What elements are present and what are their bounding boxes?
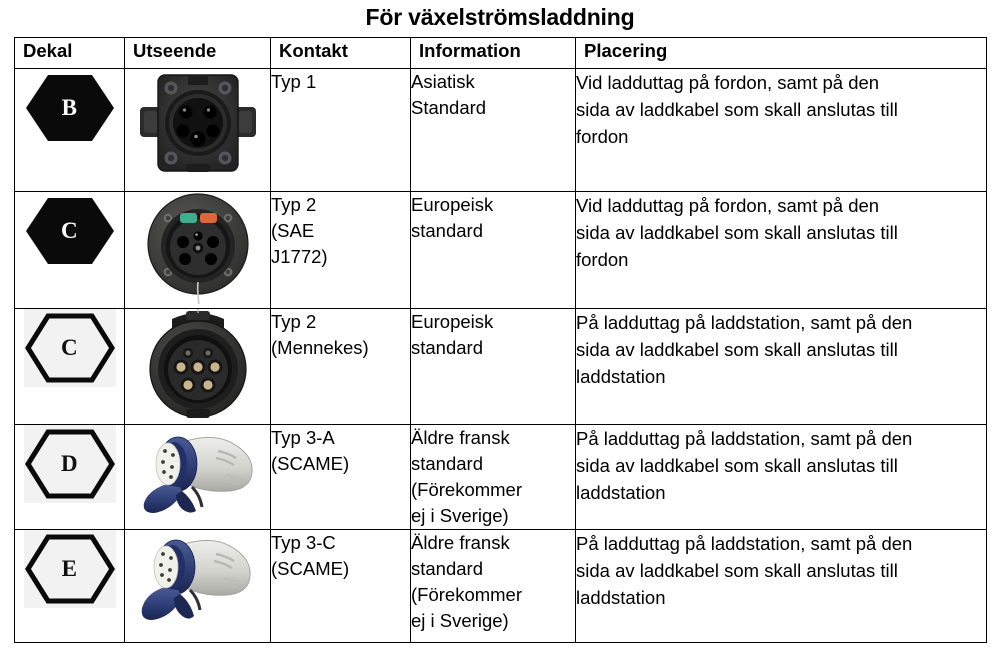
page-title: För växelströmsladdning: [365, 4, 635, 30]
placering-line: sida av laddkabel som skall anslutas till: [576, 455, 898, 476]
information-line: Europeisk: [411, 194, 494, 215]
information-line: Europeisk: [411, 311, 494, 332]
appearance-cell: [125, 192, 271, 309]
table-row: [15, 425, 987, 530]
placering-cell: [576, 69, 987, 192]
kontakt-line: (Mennekes): [271, 337, 369, 358]
decal-letter: E: [61, 556, 78, 581]
kontakt-line: (SCAME): [271, 558, 350, 579]
appearance-cell: [125, 530, 271, 643]
information-line: Äldre fransk: [411, 427, 510, 448]
kontakt-line: Typ 2: [271, 311, 317, 332]
type1-inlet-socket-icon: [138, 69, 258, 177]
table-row: [15, 192, 987, 309]
table-row: [15, 309, 987, 425]
kontakt-cell: [271, 309, 411, 425]
kontakt-cell: [271, 425, 411, 530]
information-line: standard: [411, 558, 483, 579]
information-line: Asiatisk: [411, 71, 475, 92]
decal-cell: [15, 530, 125, 643]
charging-standards-table: [14, 37, 987, 643]
column-header-kontakt: Kontakt: [271, 38, 411, 69]
information-line: Äldre fransk: [411, 532, 510, 553]
column-header-utseende: Utseende: [125, 38, 271, 69]
information-cell: [411, 69, 576, 192]
information-cell: [411, 192, 576, 309]
decal-letter: D: [60, 451, 79, 476]
placering-cell: [576, 425, 987, 530]
table-row: [15, 69, 987, 192]
kontakt-line: Typ 2: [271, 194, 317, 215]
decal-cell: [15, 425, 125, 530]
decal-cell: [15, 69, 125, 192]
placering-line: På ladduttag på laddstation, samt på den: [576, 428, 913, 449]
kontakt-line: J1772): [271, 246, 328, 267]
placering-line: Vid ladduttag på fordon, samt på den: [576, 72, 880, 93]
information-line: ej i Sverige): [411, 505, 509, 526]
placering-line: fordon: [576, 249, 629, 270]
scame-plug-icon: [134, 425, 262, 517]
information-line: Standard: [411, 97, 487, 118]
decal-cell: [15, 192, 125, 309]
placering-line: På ladduttag på laddstation, samt på den: [576, 312, 913, 333]
information-line: ej i Sverige): [411, 610, 509, 631]
placering-line: På ladduttag på laddstation, samt på den: [576, 533, 913, 554]
information-cell: [411, 530, 576, 643]
table-header-row: [15, 38, 987, 69]
decal-letter: B: [61, 95, 78, 120]
kontakt-line: Typ 3-C: [271, 532, 336, 553]
decal-hexagon-filled: [24, 192, 116, 270]
placering-cell: [576, 309, 987, 425]
kontakt-cell: [271, 530, 411, 643]
placering-cell: [576, 192, 987, 309]
kontakt-cell: [271, 69, 411, 192]
information-line: standard: [411, 337, 483, 358]
table-row: [15, 530, 987, 643]
kontakt-cell: [271, 192, 411, 309]
decal-cell: [15, 309, 125, 425]
placering-line: sida av laddkabel som skall anslutas till: [576, 339, 898, 360]
decal-letter: C: [60, 335, 79, 360]
kontakt-line: (SAE: [271, 220, 315, 241]
information-line: (Förekommer: [411, 479, 523, 500]
kontakt-line: Typ 3-A: [271, 427, 335, 448]
column-header-information: Information: [411, 38, 576, 69]
placering-line: sida av laddkabel som skall anslutas till: [576, 99, 898, 120]
appearance-cell: [125, 309, 271, 425]
decal-letter: C: [60, 218, 79, 243]
appearance-cell: [125, 69, 271, 192]
column-header-dekal: Dekal: [15, 38, 125, 69]
type2-round-socket-icon: [140, 192, 256, 304]
column-header-placering: Placering: [576, 38, 987, 69]
appearance-cell: [125, 425, 271, 530]
placering-line: laddstation: [576, 587, 666, 608]
placering-line: fordon: [576, 126, 629, 147]
placering-line: sida av laddkabel som skall anslutas till: [576, 560, 898, 581]
kontakt-line: Typ 1: [271, 71, 317, 92]
decal-hexagon-filled: [24, 69, 116, 147]
decal-hexagon-outline: [24, 425, 116, 503]
placering-line: laddstation: [576, 366, 666, 387]
placering-line: laddstation: [576, 482, 666, 503]
decal-hexagon-outline: [24, 309, 116, 387]
placering-cell: [576, 530, 987, 643]
information-cell: [411, 309, 576, 425]
kontakt-line: (SCAME): [271, 453, 350, 474]
placering-line: Vid ladduttag på fordon, samt på den: [576, 195, 880, 216]
scame-plug-icon: [134, 530, 262, 628]
charging-standards-table-wrapper: [14, 37, 986, 643]
information-line: standard: [411, 453, 483, 474]
information-line: (Förekommer: [411, 584, 523, 605]
information-cell: [411, 425, 576, 530]
placering-line: sida av laddkabel som skall anslutas till: [576, 222, 898, 243]
information-line: standard: [411, 220, 483, 241]
mennekes-socket-icon: [142, 309, 254, 421]
decal-hexagon-outline: [24, 530, 116, 608]
